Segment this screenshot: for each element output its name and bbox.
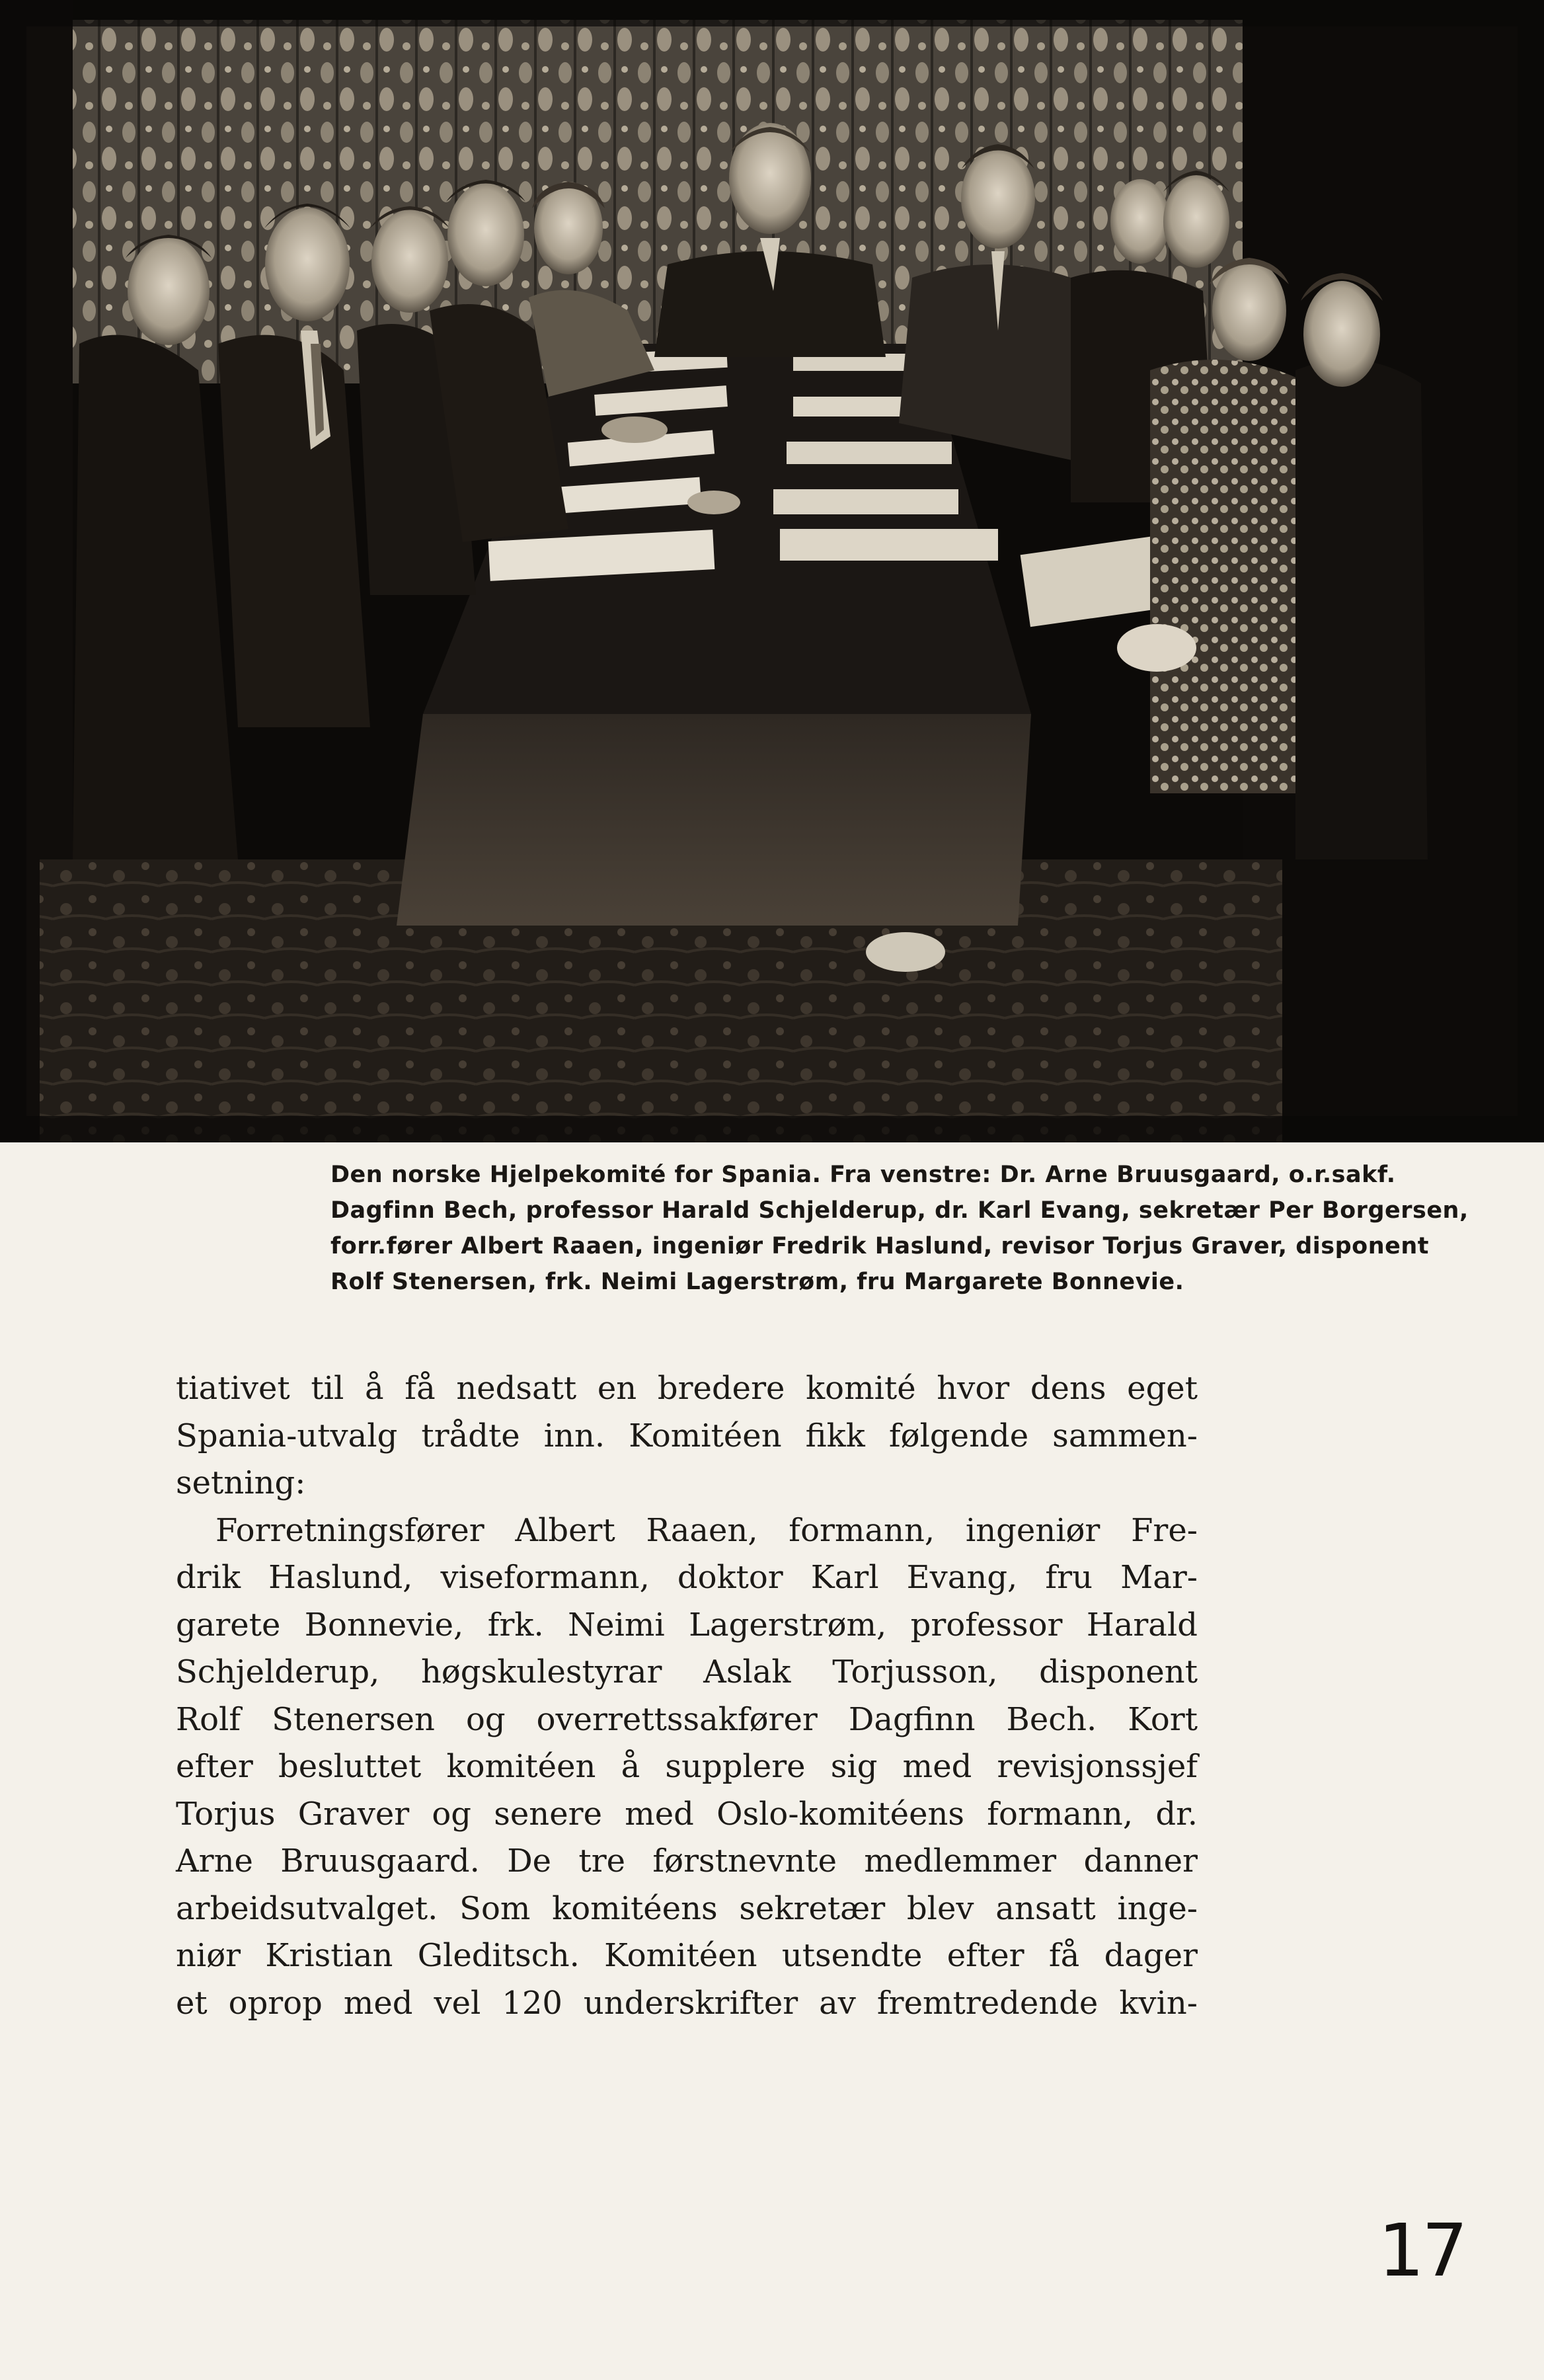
caption-line: Rolf Stenersen, frk. Neimi Lagerstrøm, fru Margarete Bonnevie. xyxy=(330,1269,1184,1295)
text-line: garete Bonnevie, frk. Neimi Lagerstrøm, professor Harald xyxy=(176,1606,1198,1644)
photo-caption xyxy=(330,1157,1467,1300)
page-number: 17 xyxy=(1378,2208,1465,2293)
text-line: Schjelderup, høgskulestyrar Aslak Torjusson, disponent xyxy=(176,1653,1198,1690)
caption-line: Den norske Hjelpekomité for Spania. Fra venstre: Dr. Arne Bruusgaard, o.r.sakf. xyxy=(330,1162,1396,1188)
text-line: niør Kristian Gleditsch. Komitéen utsendte efter få dager xyxy=(176,1937,1198,1974)
text-line: Arne Bruusgaard. De tre førstnevnte medlemmer danner xyxy=(176,1843,1198,1880)
caption-line: forr.fører Albert Raaen, ingeniør Fredrik Haslund, revisor Torjus Graver, disponent xyxy=(330,1233,1429,1259)
text-line: Spania-utvalg trådte inn. Komitéen fikk følgende sammen- xyxy=(176,1417,1198,1454)
text-line: Rolf Stenersen og overrettssakfører Dagfinn Bech. Kort xyxy=(176,1700,1198,1738)
text-line: setning: xyxy=(176,1464,306,1501)
caption-line: Dagfinn Bech, professor Harald Schjelderup, dr. Karl Evang, sekretær Per Borgersen, xyxy=(330,1197,1469,1224)
text-line: efter besluttet komitéen å supplere sig med revisjonssjef xyxy=(176,1748,1198,1785)
text-line: tiativet til å få nedsatt en bredere komité hvor dens eget xyxy=(176,1370,1198,1407)
text-line: et oprop med vel 120 underskrifter av fremtredende kvin- xyxy=(176,1984,1198,2022)
text-line: Forretningsfører Albert Raaen, formann, ingeniør Fre- xyxy=(215,1511,1198,1549)
text-line: Torjus Graver og senere med Oslo-komitéens formann, dr. xyxy=(176,1795,1198,1833)
committee-photo xyxy=(0,0,1544,1142)
text-line: arbeidsutvalget. Som komitéens sekretær blev ansatt inge- xyxy=(176,1889,1198,1927)
body-text xyxy=(176,1365,1198,2027)
text-line: drik Haslund, viseformann, doktor Karl Evang, fru Mar- xyxy=(176,1559,1198,1596)
